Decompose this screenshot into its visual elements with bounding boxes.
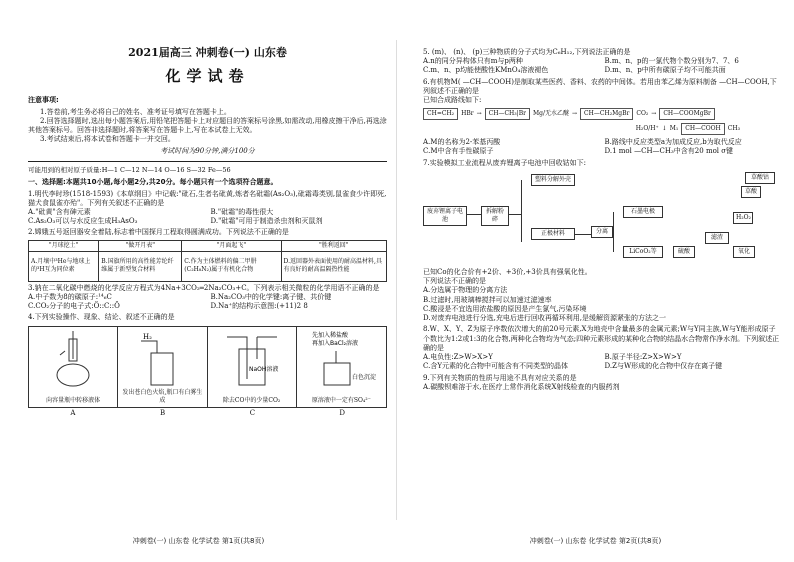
flow-node: LiCoO₂等 <box>623 246 663 258</box>
option-c: C.m、n、p均能使酸性KMnO₄溶液褪色 <box>423 66 549 75</box>
arrow-icon: → <box>476 110 482 118</box>
option-b: B.Na₂CO₃中的化学键:离子键、共价键 <box>210 292 332 301</box>
table-cell: D.返回器外表面使用的耐高温材料,具有良好的耐高温隔热性能 <box>281 251 386 281</box>
question-stem: 7.实验模拟工业流程从废弃锂离子电池中回收钴如下: <box>423 158 587 167</box>
exam-title: 2021届高三 冲刺卷(一) 山东卷 <box>128 46 287 59</box>
q7-note: 已知Co的化合价有+2价、+3价,+3价具有强氧化性。 <box>423 267 592 276</box>
table-header: "做开月表" <box>99 240 182 251</box>
exam-subject: 化学试卷 <box>165 66 250 85</box>
option-d: D.m、n、p中所有碳原子均不可能共面 <box>604 66 726 75</box>
apparatus-a <box>29 327 118 407</box>
option-a: A.分选属于物理的分离方法 <box>423 286 508 295</box>
question-5 <box>423 48 780 76</box>
reagent-label: HBr <box>461 110 474 118</box>
reagent-label: Mg/无水乙醚 <box>533 110 570 118</box>
route-step: CH—CH₂MgBr <box>580 108 633 120</box>
apparatus-b <box>118 327 207 407</box>
option-d: D.Z与W形成的化合物中仅存在离子键 <box>604 362 723 371</box>
flow-node: 石墨电极 <box>623 206 663 218</box>
route-intro: 已知合成路线如下: <box>423 96 482 105</box>
notice-item: 3.考试结束后,将本试卷和答题卡一并交回。 <box>40 135 175 144</box>
apparatus-row <box>28 326 387 408</box>
reagent-label: CO₂ <box>636 110 649 118</box>
flow-arrow <box>575 234 591 235</box>
molecule-label: M₁ <box>669 125 679 133</box>
question-6 <box>423 78 780 157</box>
flow-node: 滤渣 <box>705 232 729 244</box>
flow-node: 硫酸 <box>673 246 695 258</box>
divider-line <box>28 161 387 162</box>
apparatus-label: 先加入稀盐酸 <box>312 331 349 339</box>
question-stem: 5. (m)、 (n)、 (p)三种物质的分子式均为C₆H₁₂,下列说法正确的是 <box>423 48 631 56</box>
option-a: A.中子数为8的碳原子:¹⁴₆C <box>28 292 112 301</box>
flow-node: 草酸 <box>741 186 761 198</box>
atomic-masses: 可能用到的相对原子质量:H—1 C—12 N—14 O—16 S—32 Fe—56 <box>28 165 231 174</box>
apparatus-caption: 发出苍白色火焰,瓶口有白雾生成 <box>122 388 203 404</box>
question-stem: 9.下列有关物质的性质与用途不具有对应关系的是 <box>423 373 577 382</box>
page-footer: 冲刺卷(一) 山东卷 化学试卷 第2页(共8页) <box>529 536 662 545</box>
question-2 <box>28 228 387 281</box>
option-a: A.n的同分异构体只有m与p两种 <box>423 57 523 66</box>
flow-node: H₂O₂ <box>733 212 753 224</box>
question-stem: 2.嫦娥五号返回器安全着陆,标志着中国探月工程取得圆满成功。下列说法不正确的是 <box>28 228 289 237</box>
table-cell: A.月壤中³He与地球上的³H互为同位素 <box>29 251 99 281</box>
apparatus-label: 白色沉淀 <box>352 373 377 381</box>
table-header: "月球挖土" <box>29 240 99 251</box>
gas-jar-icon <box>127 329 197 389</box>
option-b: B.m、n、p的一氯代物个数分别为7、7、6 <box>604 57 739 66</box>
flow-node: 拆解粉碎 <box>481 206 509 226</box>
apparatus-c <box>208 327 297 407</box>
route-step: CH—CH₃|Br <box>485 108 530 120</box>
option-c: C.CO₂分子的电子式:Ö::C::Ö <box>28 302 120 311</box>
route-step: CH—COOMgBr <box>659 108 715 120</box>
apparatus-caption: 向容量瓶中转移液体 <box>46 396 101 404</box>
flow-node: 正极材料 <box>531 228 575 240</box>
flow-arrow <box>521 180 522 242</box>
table-header: "月面起飞" <box>182 240 281 251</box>
volumetric-flask-icon <box>38 329 108 389</box>
option-c: C.酸浸是不宜选用浓盐酸的原因是产生氯气,污染环境 <box>423 304 587 313</box>
flow-node: 塑料分解外壳 <box>531 174 575 186</box>
arrow-icon: → <box>651 110 657 118</box>
option-d: D."砒霜"可用于制造杀虫剂和灭鼠剂 <box>210 217 323 226</box>
methyl-label: CH₃ <box>727 125 740 133</box>
test-beaker-icon <box>306 329 376 389</box>
table-header: "胜利返回" <box>281 240 386 251</box>
option-d: D.对废弃电池进行分选,充电后进行回收再循环利用,是缓解资源紧张的方法之一 <box>423 314 667 323</box>
option-a: A.电负性:Z>W>X>Y <box>423 353 493 362</box>
question-3 <box>28 284 387 312</box>
question-4 <box>28 313 387 417</box>
notice-block <box>28 96 387 144</box>
arrow-icon: → <box>572 110 578 118</box>
page-2 <box>397 0 794 562</box>
flow-arrow <box>467 214 481 215</box>
table-cell: B.国旗所用的高性能芳纶纤维属于新型复合材料 <box>99 251 182 281</box>
flow-node: 草酸钴 <box>745 172 775 184</box>
flow-node: 分离 <box>591 226 613 238</box>
section-heading: 一、选择题:本题共10小题,每小题2分,共20分。每小题只有一个选项符合题意。 <box>28 178 278 187</box>
notice-item: 2.回答选择题时,选出每小题答案后,用铅笔把答题卡上对应题目的答案标号涂黑,如需改动,用橡皮擦干净后,再选涂其他答案标号。回答非选择题时,将答案写在答题卡上,写在本试卷上无效。 <box>28 116 387 135</box>
question-stem: 6.有机物M( —CH—COOH)是制取某些医药、香料、农药的中间体。若用由苯乙烯为原料制备 —CH—COOH,下列叙述不正确的是 <box>423 77 777 95</box>
question-stem: 1.明代李时珍(1518-1593)《本草纲目》中记载:"砒石,生者名砒黄,炼者名砒霜(As₂O₃),砒霜毒类别,鼠雀食少许即死,猫犬食鼠雀亦殆"。下列有关叙述不正确的是 <box>28 189 387 207</box>
recycling-flowchart <box>423 172 780 264</box>
synthesis-route <box>423 108 780 120</box>
option-c: C.M中含有手性碳原子 <box>423 147 494 156</box>
route-step: CH=CH₂ <box>423 108 458 120</box>
question-stem: 4.下列实验操作、现象、结论、叙述不正确的是 <box>28 313 175 322</box>
apparatus-label: NaOH溶液 <box>248 365 279 373</box>
moon-mission-table <box>28 240 387 282</box>
question-stem: 8.W、X、Y、Z为原子序数依次增大的前20号元素,X为地壳中含量最多的金属元素;W与Y同主族,W与Y能形成原子个数比为1:2或1:3的化合物,两种化合物均为气态;四种元素形成的某种化合物的结晶水合物常作净水剂。下列叙述正确的是 <box>423 325 780 352</box>
apparatus-letter: C <box>249 408 256 417</box>
flow-node: 废弃锂离子电池 <box>423 206 467 226</box>
apparatus-caption: 除去CO中的少量CO₂ <box>222 396 281 404</box>
option-b: B.过滤时,用玻璃棒搅拌可以加速过滤速率 <box>423 295 552 304</box>
question-8 <box>423 325 780 371</box>
apparatus-letter: A <box>70 408 76 417</box>
flow-arrow <box>613 212 614 252</box>
question-1 <box>28 190 387 227</box>
option-a: A.碳酸钡难溶于水,在医疗上常作消化系统X射线检查的内服药剂 <box>423 382 620 391</box>
gas-washing-bottle-icon <box>217 329 287 389</box>
route-step: CH—COOH <box>681 123 724 135</box>
page-footer: 冲刺卷(一) 山东卷 化学试卷 第1页(共8页) <box>132 536 265 545</box>
notice-item: 1.答卷前,考生务必将自己的姓名、准考证号填写在答题卡上。 <box>40 107 231 116</box>
q7-note: 下列说法不正确的是 <box>423 277 486 286</box>
flow-node: 氧化 <box>733 246 755 258</box>
apparatus-letter: D <box>339 408 345 417</box>
question-stem: 3.钠在二氧化碳中燃烧的化学反应方程式为4Na+3CO₂═2Na₂CO₃+C。下列表示相关微粒的化学用语不正确的是 <box>28 283 380 292</box>
notice-heading: 注意事项: <box>28 96 59 105</box>
table-cell: C.作为主体燃料的偏二甲肼(C₂H₈N₂)属于有机化合物 <box>182 251 281 281</box>
option-b: B.原子半径:Z>X>W>Y <box>604 353 682 362</box>
option-c: C.含Y元素的化合物中可能含有不同类型的晶体 <box>423 362 568 371</box>
question-7 <box>423 159 780 324</box>
option-b: B.路线中反应类型a为加成反应,b为取代反应 <box>604 138 742 147</box>
exam-time-line: 考试时间为90分钟,满分100分 <box>160 147 255 156</box>
option-a: A.M的名称为2-苯基丙酸 <box>423 138 501 147</box>
apparatus-label: 再加入BaCl₂溶液 <box>312 339 359 347</box>
flow-arrow <box>509 214 521 215</box>
option-c: C.As₂O₃可以与水反应生成H₃AsO₃ <box>28 217 138 226</box>
question-9 <box>423 374 780 392</box>
arrow-icon: ↓ <box>661 125 667 133</box>
apparatus-d <box>297 327 386 407</box>
reagent-label: H₂O/H⁺ <box>635 125 659 133</box>
apparatus-label: H₂ <box>143 332 153 341</box>
synthesis-route-end <box>423 123 740 135</box>
apparatus-letter: B <box>160 408 166 417</box>
option-b: B."砒霜"的毒性很大 <box>210 208 274 216</box>
option-d: D.1 mol —CH—CH₃中含有20 mol σ键 <box>604 147 734 156</box>
option-d: D.Na⁺的结构示意图:(+11)2 8 <box>210 302 308 311</box>
apparatus-caption: 原溶液中一定有SO₄²⁻ <box>311 396 371 404</box>
option-a: A."砒黄"含有砷元素 <box>28 208 91 216</box>
